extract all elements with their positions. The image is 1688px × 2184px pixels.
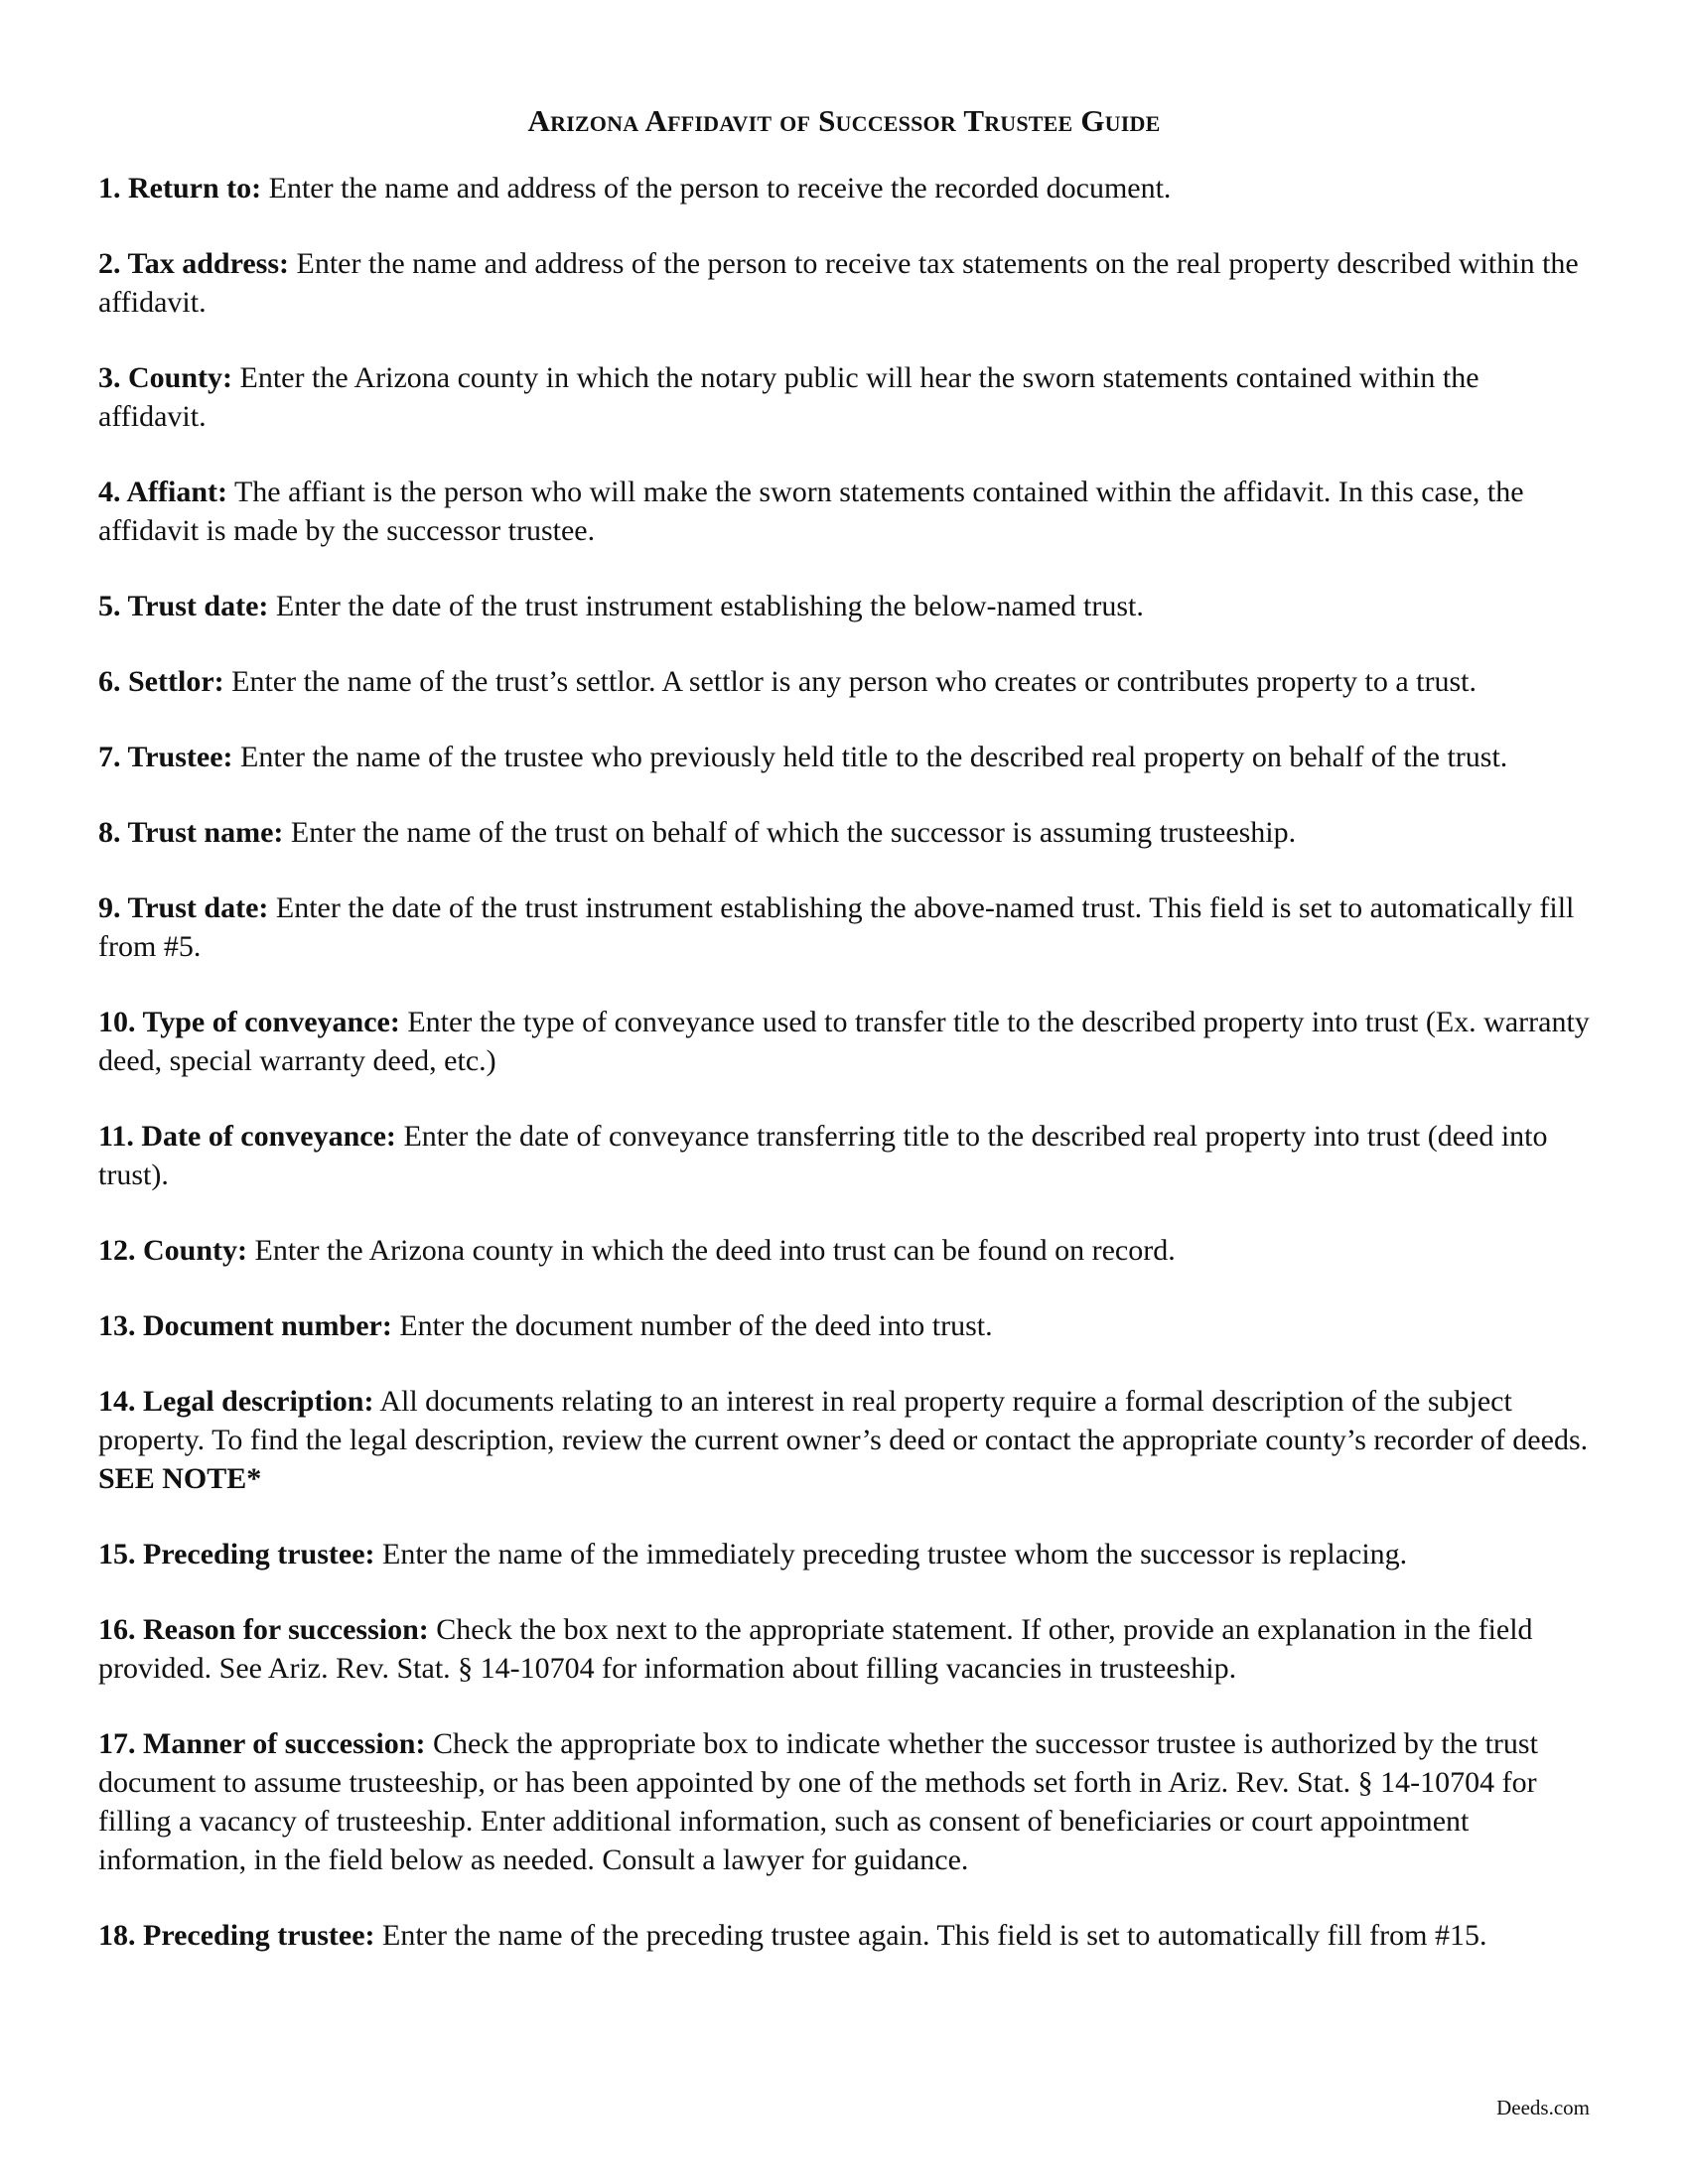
entry-label: 15. Preceding trustee: — [98, 1538, 375, 1570]
entry-text: Enter the name and address of the person to receive tax statements on the real property described within the affidavit. — [98, 247, 1579, 319]
guide-entry-date-of-conveyance — [98, 1117, 1590, 1194]
guide-entry-preceding-trustee-2 — [98, 1916, 1590, 1955]
entry-label: 10. Type of conveyance: — [98, 1006, 400, 1038]
guide-entry-trust-name — [98, 813, 1590, 852]
entry-text: Enter the name of the immediately preceding trustee whom the successor is replacing. — [374, 1538, 1408, 1570]
entry-label: 11. Date of conveyance: — [98, 1120, 396, 1153]
entry-label: 5. Trust date: — [98, 590, 269, 622]
entry-text: Enter the name and address of the person to receive the recorded document. — [261, 172, 1172, 205]
guide-entry-trustee — [98, 738, 1590, 776]
entry-text: Enter the name of the trust on behalf of which the successor is assuming trusteeship. — [283, 816, 1297, 849]
entry-label: 18. Preceding trustee: — [98, 1919, 375, 1952]
entry-label: 17. Manner of succession: — [98, 1727, 426, 1760]
entry-label: 9. Trust date: — [98, 891, 269, 924]
guide-entry-tax-address — [98, 244, 1590, 322]
guide-entry-manner-of-succession — [98, 1724, 1590, 1879]
guide-entry-trust-date-2 — [98, 888, 1590, 966]
entry-text: Enter the date of the trust instrument establishing the above-named trust. This field is set to automatically fill from #5. — [98, 891, 1575, 963]
guide-entry-type-of-conveyance — [98, 1003, 1590, 1080]
entry-label: 4. Affiant: — [98, 476, 227, 508]
entry-text: Enter the date of the trust instrument establishing the below-named trust. — [268, 590, 1144, 622]
entry-label: 12. County: — [98, 1234, 248, 1267]
entry-text: All documents relating to an interest in real property require a formal description of the subject property. To find the legal description, review the current owner’s deed or contact the appropriate county’s recorder of deeds. — [98, 1385, 1589, 1456]
guide-entry-trust-date — [98, 587, 1590, 625]
document-page — [98, 103, 1590, 1991]
see-note-text: SEE NOTE* — [98, 1462, 262, 1495]
footer-brand: Deeds.com — [1496, 2096, 1590, 2119]
guide-entry-legal-description — [98, 1382, 1590, 1498]
guide-entry-affiant — [98, 473, 1590, 550]
entry-text: Check the box next to the appropriate statement. If other, provide an explanation in the field provided. See Ariz. Rev. Stat. § 14-10704 for information about filling vacancies in trusteeship. — [98, 1613, 1533, 1685]
entry-text: Enter the name of the trust’s settlor. A settlor is any person who creates or contributes property to a trust. — [223, 665, 1477, 698]
entry-text: Enter the name of the preceding trustee again. This field is set to automatically fill from #15. — [374, 1919, 1487, 1952]
document-title: Arizona Affidavit of Successor Trustee Guide — [527, 103, 1161, 138]
entry-label: 8. Trust name: — [98, 816, 284, 849]
entry-label: 6. Settlor: — [98, 665, 224, 698]
guide-entry-return-to — [98, 169, 1590, 207]
guide-entry-document-number — [98, 1306, 1590, 1345]
entry-label: 3. County: — [98, 361, 233, 394]
entry-text: The affiant is the person who will make the sworn statements contained within the affidavit. In this case, the affidavit is made by the successor trustee. — [98, 476, 1524, 547]
entry-text: Enter the Arizona county in which the deed into trust can be found on record. — [247, 1234, 1176, 1267]
entry-text: Enter the document number of the deed into trust. — [391, 1309, 993, 1342]
entry-text: Enter the type of conveyance used to transfer title to the described property into trust (Ex. warranty deed, special warranty deed, etc.) — [98, 1006, 1590, 1077]
entry-label: 1. Return to: — [98, 172, 262, 205]
entry-text: Check the appropriate box to indicate whether the successor trustee is authorized by the trust document to assume trusteeship, or has been appointed by one of the methods set forth in Ariz. Rev. Stat. § 14-10704 for filling a vacancy of trusteeship. Enter additional information, such as consent of beneficiaries or court appointment information, in the field below as needed. Consult a lawyer for guidance. — [98, 1727, 1538, 1876]
guide-entry-reason-for-succession — [98, 1610, 1590, 1688]
entry-label: 2. Tax address: — [98, 247, 290, 280]
guide-entry-county-2 — [98, 1231, 1590, 1270]
entry-label: 14. Legal description: — [98, 1385, 374, 1418]
entry-text: Enter the Arizona county in which the notary public will hear the sworn statements contained within the affidavit. — [98, 361, 1479, 433]
entry-text: Enter the date of conveyance transferring title to the described real property into trust (deed into trust). — [98, 1120, 1548, 1191]
entry-label: 7. Trustee: — [98, 741, 233, 773]
guide-entry-preceding-trustee — [98, 1535, 1590, 1573]
guide-entry-settlor — [98, 662, 1590, 701]
entry-label: 16. Reason for succession: — [98, 1613, 429, 1646]
entry-label: 13. Document number: — [98, 1309, 392, 1342]
entry-text: Enter the name of the trustee who previously held title to the described real property on behalf of the trust. — [232, 741, 1508, 773]
guide-entry-county — [98, 358, 1590, 436]
